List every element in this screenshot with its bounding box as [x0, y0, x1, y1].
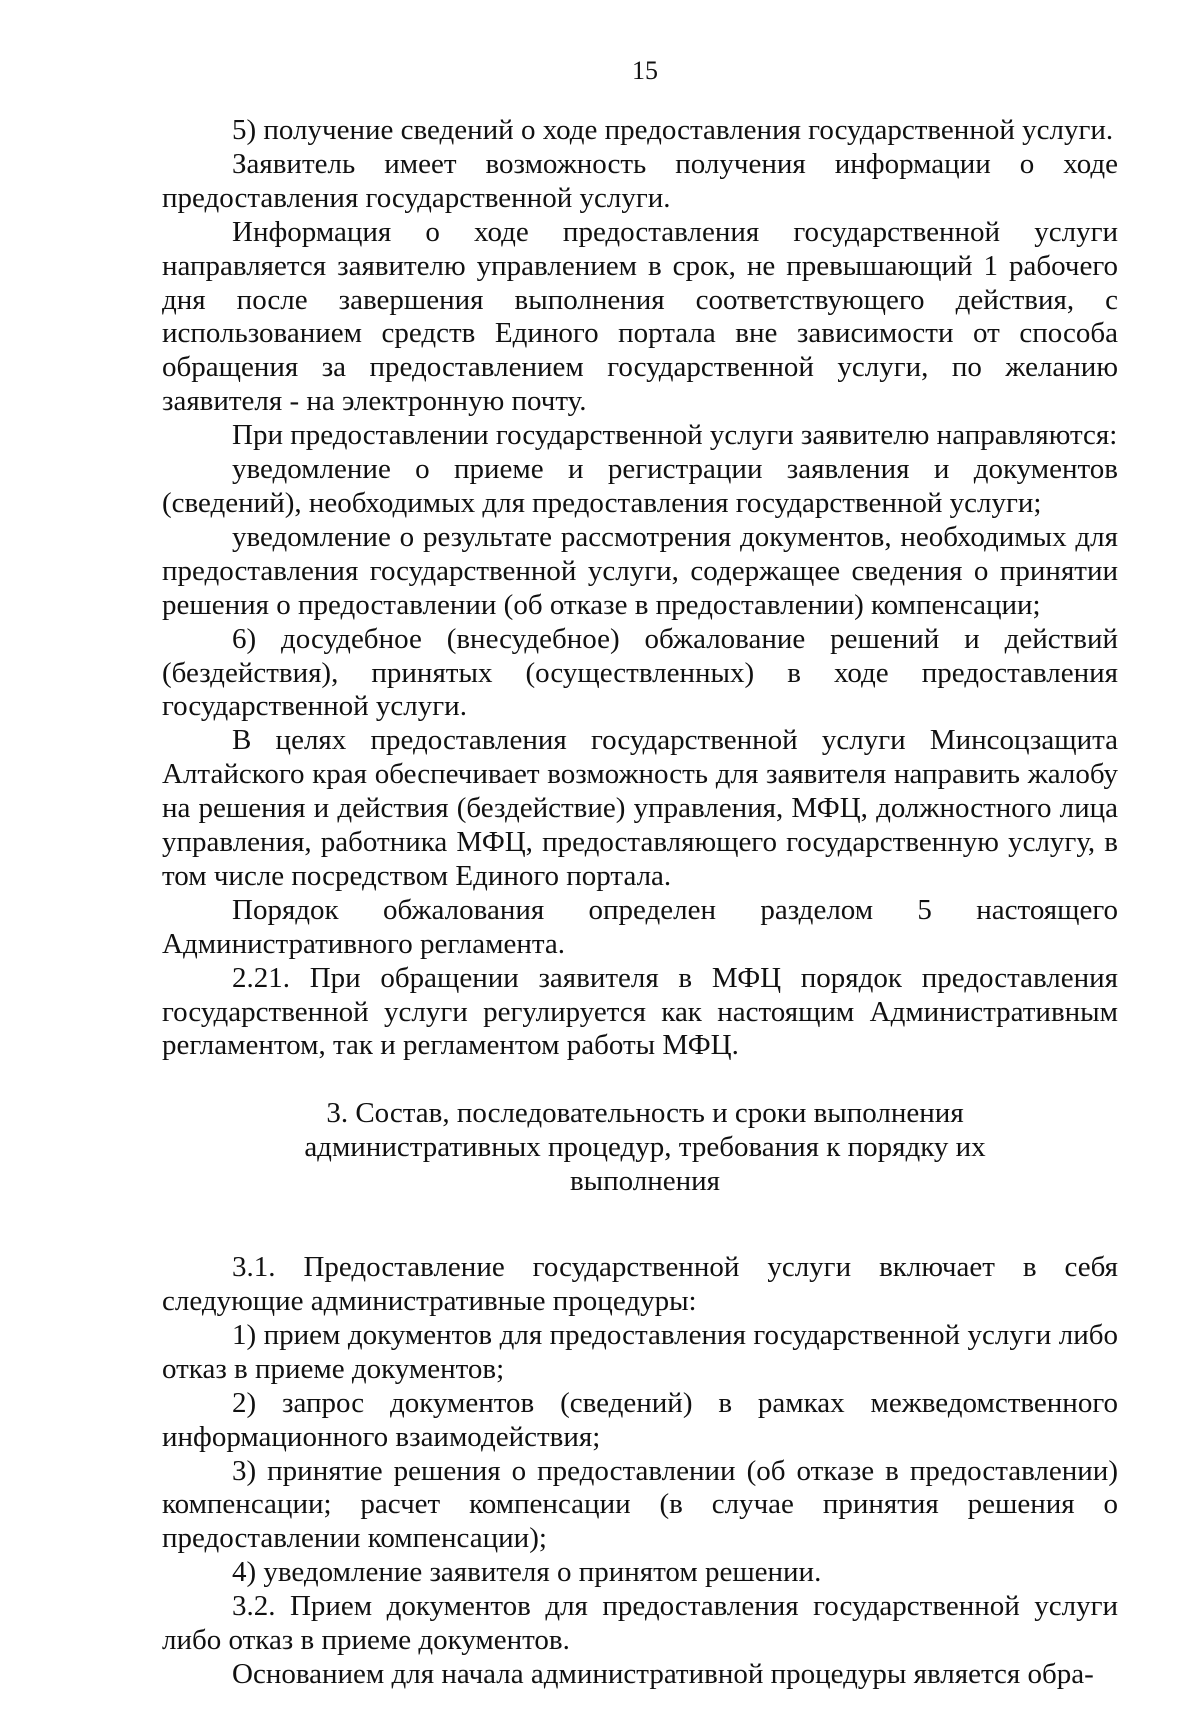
paragraph: 4) уведомление заявителя о принятом решении.: [232, 1556, 822, 1589]
paragraph: Основанием для начала административной процедуры является обра-: [232, 1657, 1094, 1690]
paragraph: Информация о ходе предоставления государственной услуги направляется заявителю управлением в срок, не превышающий 1 рабочего дня после завершения выполнения соответствующего действия, с использованием средств Единого портала вне зависимости от способа обращения за предоставлением государственной услуги, по желанию заявителя - на электронную почту.: [162, 215, 1118, 418]
paragraph: 6) досудебное (внесудебное) обжалование решений и действий (бездействия), принятых (осуществленных) в ходе предоставления государственной услуги.: [162, 622, 1118, 723]
page-number: 15: [632, 56, 658, 85]
paragraph: 2.21. При обращении заявителя в МФЦ порядок предоставления государственной услуги регулируется как настоящим Административным регламентом, так и регламентом работы МФЦ.: [162, 961, 1118, 1062]
paragraph: 3) принятие решения о предоставлении (об отказе в предоставлении) компенсации; расчет компенсации (в случае принятия решения о предоставлении компенсации);: [162, 1454, 1118, 1555]
paragraph: Порядок обжалования определен разделом 5 настоящего Административного регламента.: [162, 893, 1118, 960]
document-body: [162, 114, 1118, 1692]
paragraph: 1) прием документов для предоставления государственной услуги либо отказ в приеме документов;: [162, 1318, 1118, 1385]
paragraph: 3.2. Прием документов для предоставления государственной услуги либо отказ в приеме документов.: [162, 1590, 1118, 1657]
paragraph: 5) получение сведений о ходе предоставления государственной услуги.: [232, 114, 1114, 146]
paragraph: уведомление о результате рассмотрения документов, необходимых для предоставления государственной услуги, содержащее сведения о принятии решения о предоставлении (об отказе в предоставлении) компенсации;: [162, 520, 1118, 621]
paragraph: 3.1. Предоставление государственной услуги включает в себя следующие административные процедуры:: [162, 1251, 1118, 1317]
paragraph: 2) запрос документов (сведений) в рамках межведомственного информационного взаимодействия;: [162, 1386, 1118, 1453]
paragraph: уведомление о приеме и регистрации заявления и документов (сведений), необходимых для предоставления государственной услуги;: [162, 453, 1118, 519]
paragraph: Заявитель имеет возможность получения информации о ходе предоставления государственной услуги.: [162, 147, 1118, 214]
paragraph: При предоставлении государственной услуги заявителю направляются:: [232, 419, 1118, 452]
paragraph: В целях предоставления государственной услуги Минсоцзащита Алтайского края обеспечивает возможность для заявителя направить жалобу на решения и действия (бездействие) управления, МФЦ, должностного лица управления, работника МФЦ, предоставляющего государственную услугу, в том числе посредством Единого портала.: [162, 724, 1118, 892]
section-heading: 3. Состав, последовательность и сроки выполнения административных процедур, требования к порядку их выполнения: [304, 1097, 986, 1198]
